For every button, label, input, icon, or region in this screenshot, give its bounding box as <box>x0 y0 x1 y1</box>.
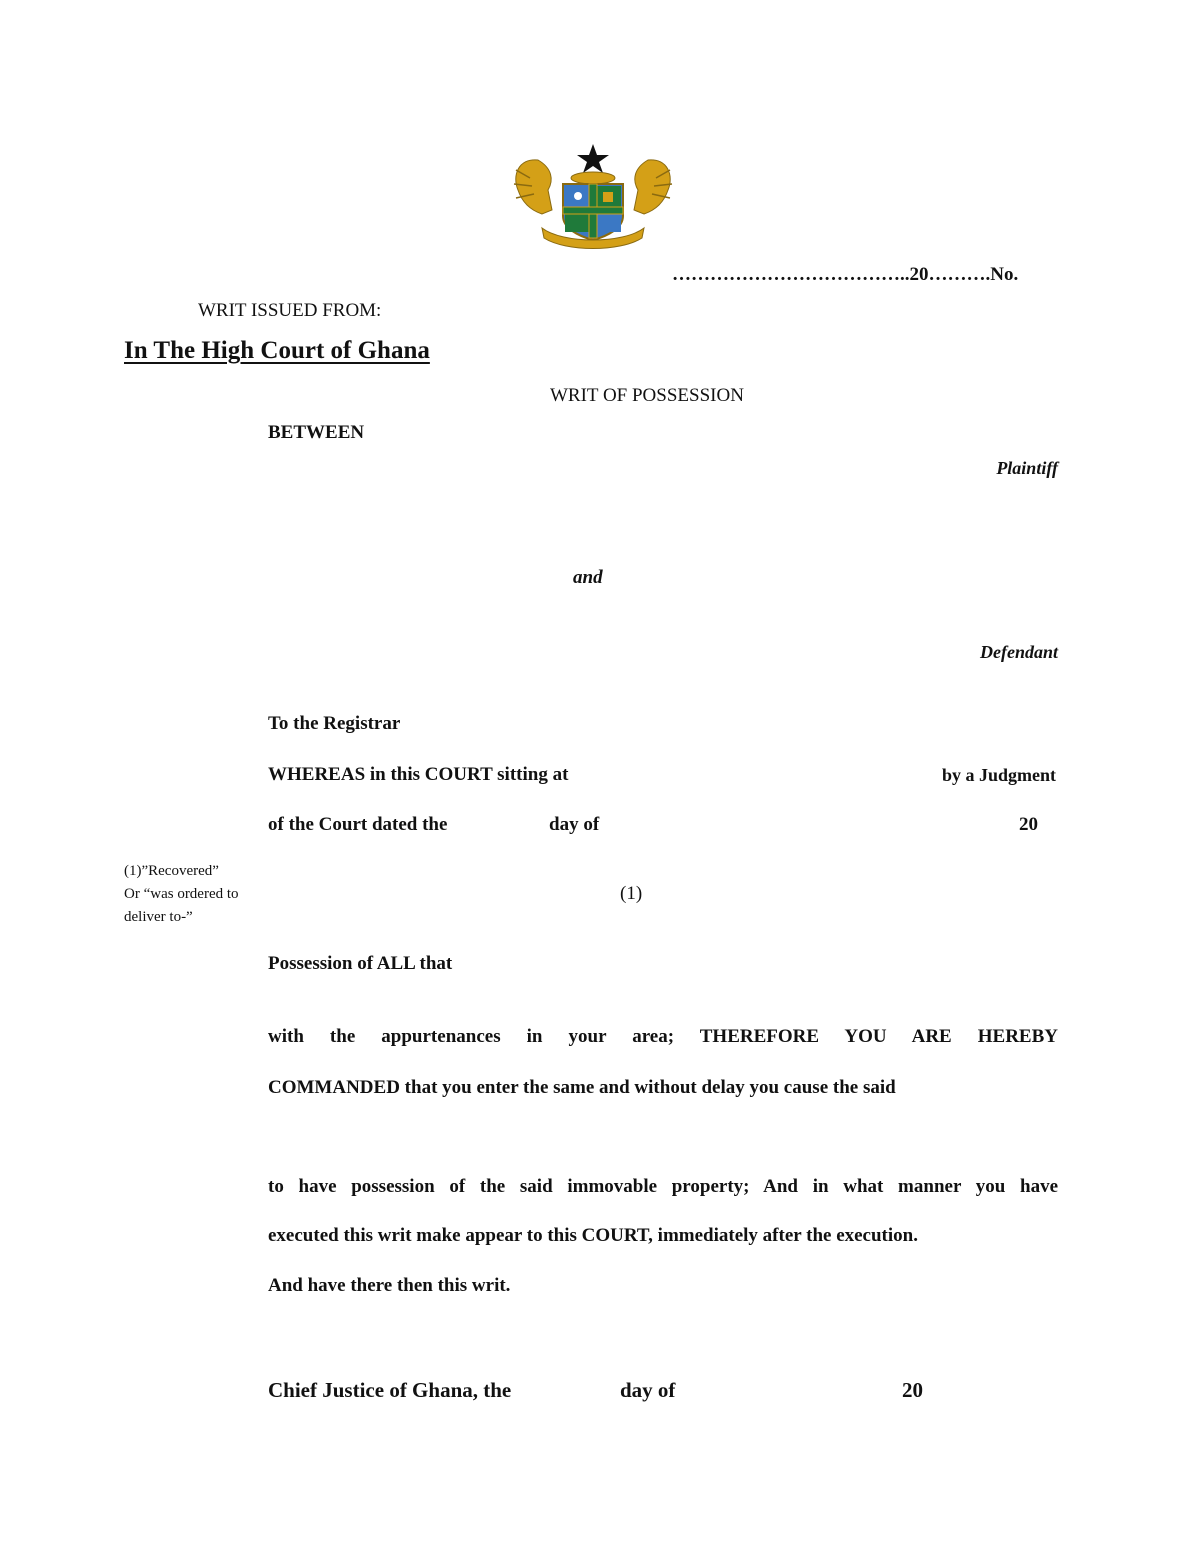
body-paragraph-line: with the appurtenances in your area; THEREFORE YOU ARE HEREBY <box>268 1026 1058 1047</box>
addressee-line: To the Registrar <box>268 713 401 734</box>
plaintiff-label: Plaintiff <box>996 458 1058 478</box>
body-paragraph-line: COMMANDED that you enter the same and without delay you cause the said <box>268 1077 896 1098</box>
day-of-label: day of <box>549 814 600 835</box>
and-label: and <box>573 567 603 588</box>
body-paragraph-line: And have there then this writ. <box>268 1275 511 1296</box>
signature-day-of-label: day of <box>620 1378 676 1402</box>
body-paragraph-line: executed this writ make appear to this COURT, immediately after the execution. <box>268 1225 918 1246</box>
by-judgment-text: by a Judgment <box>941 765 1056 785</box>
between-label: BETWEEN <box>268 422 365 443</box>
case-number-line: ………………………………..20……….No. <box>672 264 1019 285</box>
margin-note-line: Or “was ordered to <box>124 886 239 902</box>
court-dated-line: of the Court dated the <box>268 814 448 835</box>
margin-note-line: (1)”Recovered” <box>124 863 219 879</box>
possession-line: Possession of ALL that <box>268 953 453 974</box>
whereas-line: WHEREAS in this COURT sitting at <box>268 764 569 785</box>
year-prefix: 20 <box>1019 814 1038 835</box>
margin-note <box>124 860 274 929</box>
reference-marker: (1) <box>620 883 643 904</box>
document-title: WRIT OF POSSESSION <box>550 385 744 406</box>
coat-of-arms-emblem <box>508 140 678 250</box>
body-paragraph-line: to have possession of the said immovable property; And in what manner you have <box>268 1176 1058 1197</box>
margin-note-line: deliver to-” <box>124 909 193 925</box>
defendant-label: Defendant <box>980 642 1058 662</box>
writ-issued-from-label: WRIT ISSUED FROM: <box>198 300 382 321</box>
signature-year-prefix: 20 <box>902 1378 923 1402</box>
chief-justice-signature-line: Chief Justice of Ghana, the <box>268 1378 512 1402</box>
court-title: In The High Court of Ghana <box>124 337 430 364</box>
